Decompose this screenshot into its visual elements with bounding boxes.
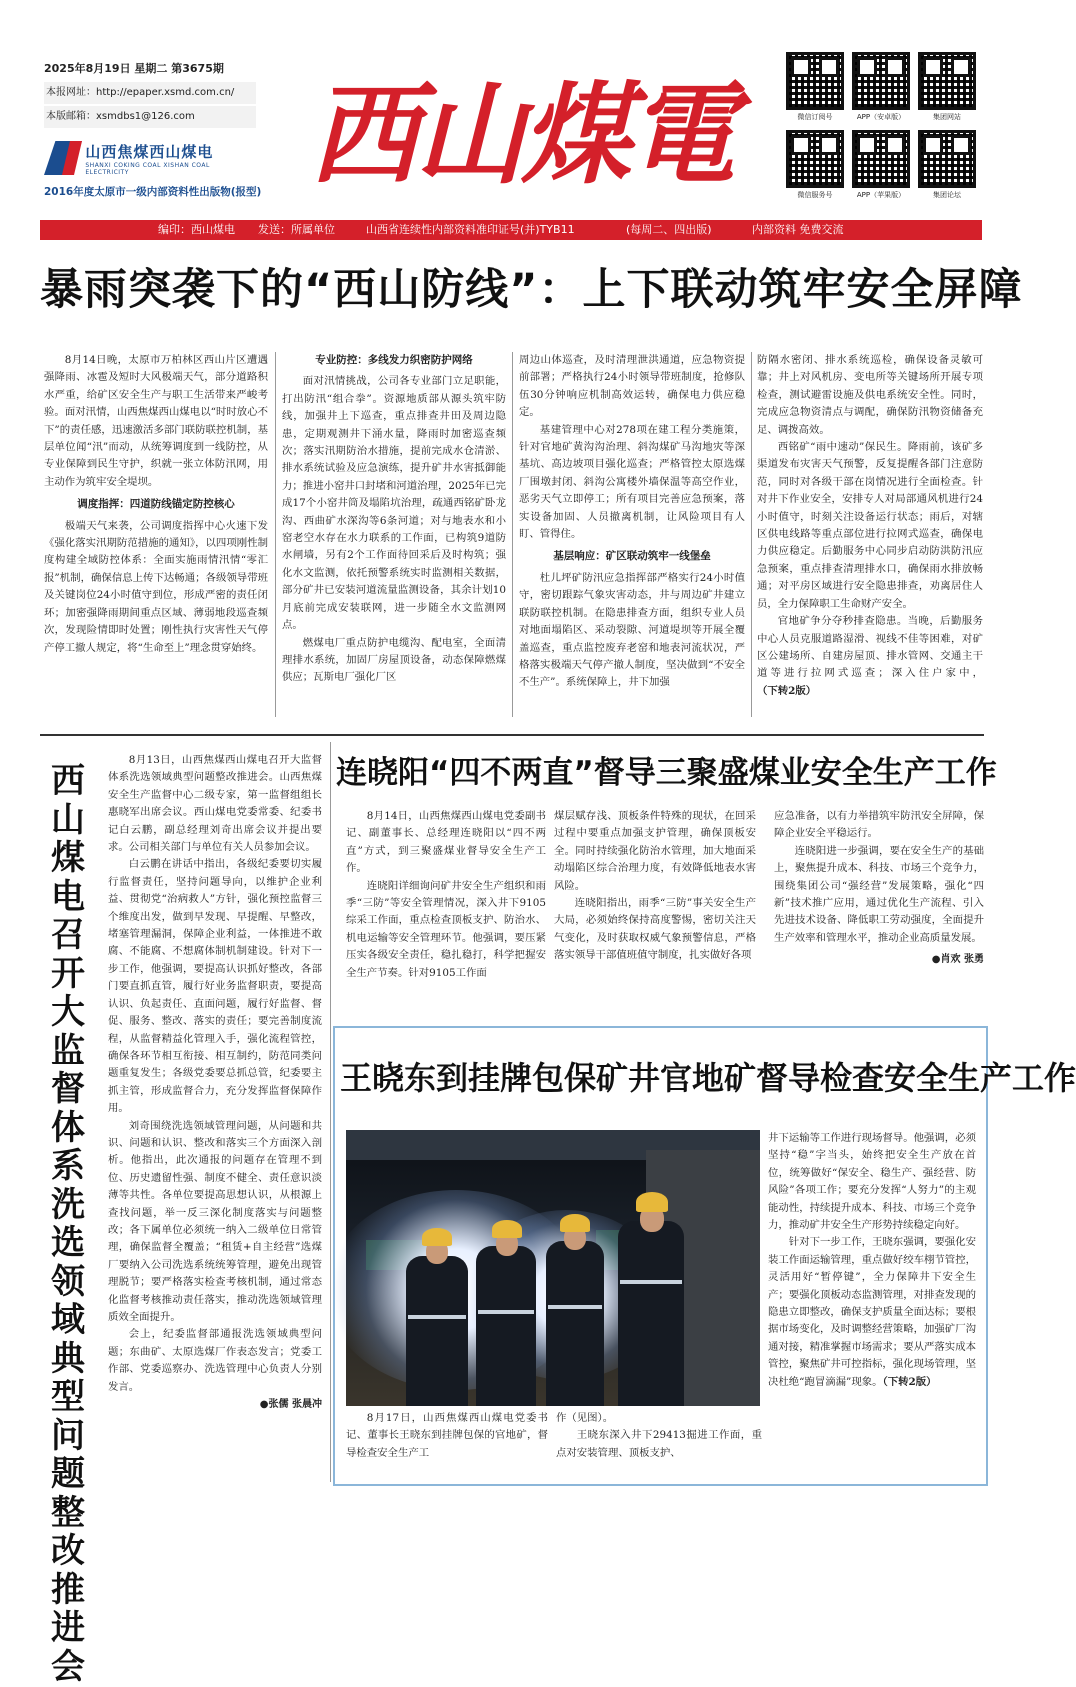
column-divider xyxy=(330,742,331,1482)
paragraph: 连晓阳指出，雨季“三防”事关安全生产大局，必须始终保持高度警惕，密切关注天气变化，及时获取权威气象预警信息，严格落实领导干部值班值守制度，扎实做好各项 xyxy=(554,897,756,962)
article1-column-2 xyxy=(282,352,506,720)
header-info xyxy=(44,58,256,128)
qr-code-icon xyxy=(852,130,910,188)
website-line[interactable]: 本报网址：http://epaper.xsmd.com.cn/ xyxy=(44,82,256,104)
byline: ●肖欢 张勇 xyxy=(931,954,984,966)
article4-title: 王晓东到挂牌包保矿井官地矿督导检查安全生产工作 xyxy=(340,1059,1076,1097)
qr-app-android[interactable]: APP（安卓版） xyxy=(846,52,916,122)
paragraph: 基建管理中心对278项在建工程分类施策，针对官地矿黄沟沟治理、斜沟煤矿马沟地灾等深基坑、高边坡项目强化巡查；严格管控太原选煤厂围墩封闭、斜沟公寓楼外墙保温等高空作业，恶劣天气立即停工；所有项目完善应急预案，落实设备加固、人员撤离机制，让风险项目有人盯、管得住。 xyxy=(519,423,745,541)
logo-name: 山西焦煤西山煤电 xyxy=(85,142,214,161)
article3-title: 连晓阳“四不两直”督导三聚盛煤业安全生产工作 xyxy=(336,755,997,791)
article3-column-3 xyxy=(774,808,984,1014)
publication-permit: 2016年度太原市一级内部资料性出版物(报型) xyxy=(44,186,262,198)
paragraph: 8月14日晚，太原市万柏林区西山片区遭遇强降雨、冰雹及短时大风极端天气，部分道路积水严重，给矿区安全生产与职工生活带来严峻考验。面对汛情，山西焦煤西山煤电以“时时放心不下”的责任感，迅速激活多部门联防联控机制，基层单位闻“汛”而动，从统筹调度到一线防控，从专业保障到民生守护，织就一张立体防汛网，用主动作为筑牢安全堤坝。 xyxy=(44,354,268,488)
article2-body xyxy=(108,752,322,1482)
newspaper-masthead: 西山煤電 xyxy=(309,70,733,199)
article1-column-3 xyxy=(519,352,745,720)
article1-headline: 暴雨突袭下的“西山防线”：上下联动筑牢安全屏障 xyxy=(40,265,1023,315)
article2-vertical-title: 西山煤电召开大监督体系洗选领域典型问题整改推进会 xyxy=(51,761,85,1687)
paragraph: 面对汛情挑战，公司各专业部门立足职能，打出防汛“组合拳”。资源地质部从源头筑牢防线，加强井上下巡查，重点排查井田及周边隐患，定期观测井下涌水量，降雨时加密巡查频次；落实汛期防治水措施，提前完成水仓清淤、排水系统试验及应急演练，提升矿井水害抵御能力；推进小窑井口封堵和河道治理，2025年已完成17个小窑井筒及塌陷坑治理，疏通西铭矿卧龙沟、西曲矿水深沟等6条河道；对与地表水和小窑老空水存在水力联系的工作面，已构筑9道防水闸墙，另有2个工作面待回采后及时构筑；强化水文监测，依托预警系统实时监测相关数据，部分矿井已安装河道流量监测设备，其余计划10月底前完成安装联网，进一步随全水文监测网点。 xyxy=(282,375,506,632)
qr-wechat-subscription[interactable]: 微信订阅号 xyxy=(780,52,850,122)
article1-column-4 xyxy=(757,352,983,720)
paragraph: 周边山体巡查，及时清理泄洪通道，应急物资提前部署；严格执行24小时领导带班制度，抢修队伍30分钟响应机制高效运转，确保电力供应稳定。 xyxy=(519,354,745,419)
paragraph: 应急准备，以有力举措筑牢防汛安全屏障，保障企业安全平稳运行。 xyxy=(774,810,984,840)
paragraph: 井下运输等工作进行现场督导。他强调，必须坚持“稳”字当头，始终把安全生产放在首位，统筹做好“保安全、稳生产、强经营、防风险”各项工作；要充分发挥“人努力”的主观能动性，持续提升成本、科技、市场三个竞争力，推动矿井安全生产形势持续稳定向好。 xyxy=(768,1132,976,1232)
company-logo xyxy=(44,140,244,176)
article1-column-1 xyxy=(44,352,268,720)
continued-note[interactable]: （下转2版） xyxy=(882,1375,937,1388)
qr-code-icon xyxy=(918,130,976,188)
paragraph: 连晓阳详细询问矿井安全生产组织和雨季“三防”等安全管理情况，深入井下9105综采工作面，重点检查顶板支护、防治水、机电运输等安全管理环节。他强调，要压紧压实各级安全责任，稳扎稳打，科学把握安全生产节奏。针对9105工作面 xyxy=(346,879,546,979)
logo-mark-icon xyxy=(44,141,79,175)
paragraph: 作（见图）。 xyxy=(556,1412,614,1424)
distribution-label: 发送：所属单位 xyxy=(258,223,335,236)
section-subhead: 专业防控：多线发力织密防护网络 xyxy=(315,354,473,366)
publication-info-bar xyxy=(40,220,982,240)
paragraph: 杜儿坪矿防汛应急指挥部严格实行24小时值守，密切跟踪气象灾害动态，井与周边矿井建立联防联控机制。在隐患排查方面，组织专业人员对地面塌陷区、采动裂隙、河道堤坝等开展全覆盖巡查，重点监控废弃老窑和地表河流状况，严格落实极端天气停产撤人制度，坚决做到“不安全不生产”。系统保障上，井下加强 xyxy=(519,571,745,689)
article4-column-right xyxy=(768,1130,976,1480)
qr-code-icon xyxy=(786,130,844,188)
article3-column-1 xyxy=(346,808,546,1014)
byline: ●张儒 张晨冲 xyxy=(259,1399,322,1411)
qr-group-forum[interactable]: 集团论坛 xyxy=(912,130,982,200)
article4-column-2 xyxy=(556,1410,762,1480)
column-divider xyxy=(275,352,276,717)
inspection-photo xyxy=(346,1130,760,1406)
qr-group-website[interactable]: 集团网站 xyxy=(912,52,982,122)
license-label: 山西省连续性内部资料准印证号(并)TYB11 xyxy=(366,223,575,236)
qr-app-ios[interactable]: APP（苹果版） xyxy=(846,130,916,200)
paragraph: 官地矿争分夺秒排查隐患。当晚，后勤服务中心人员克服道路湿滑、视线不佳等困难，对矿区公建场所、自建房屋顶、排水管网、交通主干道等进行拉网式巡查；深入住户家中，（下转2版） xyxy=(757,615,983,697)
article4-caption xyxy=(346,1410,548,1480)
paragraph: 极端天气来袭，公司调度指挥中心火速下发《强化落实汛期防范措施的通知》，以四项刚性制度构建全域防控体系：全面实施雨情汛情“零汇报”机制，确保信息上传下达畅通；各级领导带班及关键岗位24小时值守到位，形成严密的责任闭环；加密强降雨期间重点区域、薄弱地段巡查频次，发现险情即时处置；刚性执行灾害性天气停产停工撤人规定，将“生命至上”理念贯穿始终。 xyxy=(44,519,268,654)
paragraph: 8月14日，山西焦煤西山煤电党委副书记、副董事长、总经理连晓阳以“四不两直”方式，到三聚盛煤业督导安全生产工作。 xyxy=(346,810,546,875)
section-subhead: 基层响应：矿区联动筑牢一线堡垒 xyxy=(553,550,711,563)
paragraph: 连晓阳进一步强调，要在安全生产的基础上，聚焦提升成本、科技、市场三个竞争力，围绕集团公司“强经营”发展策略，强化“四新”技术推广应用，通过优化生产流程、引入先进技术设备、降低职工劳动强度，全面提升生产效率和管理水平，推动企业高质量发展。 xyxy=(774,844,984,944)
paragraph: 刘奇围绕洗选领域管理问题，从问题和共识、问题和认识、整改和落实三个方面深入剖析。他指出，此次通报的问题存在管理不到位、历史遗留性强、制度不健全、责任意识淡薄等共性。各单位要提高思想认识，从根源上查找问题，举一反三深化制度落实与问题整改；各下属单位必须统一纳入二级单位日常管理，确保监督全覆盖；“租赁+自主经营”选煤厂要纳入公司洗选系统统筹管理，避免出现管理脱节；要严格落实检查考核机制，通过常态化监督考核推动责任落实，推动洗选领域管理质效全面提升。 xyxy=(108,1119,322,1323)
paragraph: 防隔水密闭、排水系统巡检，确保设备灵敏可靠；井上对风机房、变电所等关键场所开展专项检查，测试避雷设施及供电系统安全性。同时，完成应急物资清点与调配，确保防汛物资储备充足、调拨高效。 xyxy=(757,354,983,436)
logo-english-name: SHANXI COKING COAL XISHAN COAL ELECTRICITY xyxy=(85,161,210,176)
column-divider xyxy=(751,352,752,717)
paragraph: 白云鹏在讲话中指出，各级纪委要切实履行监督责任，坚持问题导向，以维护企业利益、贯彻党“治病救人”方针，强化预控监督三个维度出发，做到早发现、早提醒、早整改，堵塞管理漏洞，保障企业利益，一体推进不敢腐、不能腐、不想腐体制机制建设。针对下一步工作，他强调，要提高认识抓好整改，各部门要直抓直管，履行好业务监督职责，要提高认识、负起责任、直面问题，履行好监督、督促、服务、整改、落实的责任；要完善制度流程，从监督精益化管理入手，强化流程管控，确保各环节相互衔接、相互制约，防范同类问题重复发生；各级党委要总抓总管，纪委要主抓主管，形成监督合力，充分发挥监督保障作用。 xyxy=(108,858,322,1115)
qr-code-icon xyxy=(918,52,976,110)
schedule-label: (每周二、四出版) xyxy=(626,223,712,236)
paragraph: 针对下一步工作，王晓东强调，要强化安装工作面运输管理，重点做好绞车栩节管控，灵活用好“暂停键”，全力保障井下安全生产；要强化顶板动态监测管理，对排查发现的隐患立即整改，确保支护质量全面达标；要根据市场变化，及时调整经营策略，加强矿厂沟通对接，精准掌握市场需求；要从严落实成本管控，聚焦矿井可控指标，强化现场管理，坚决杜绝“跑冒滴漏”现象。（下转2版） xyxy=(768,1236,976,1388)
qr-code-icon xyxy=(852,52,910,110)
article3-column-2 xyxy=(554,808,756,1014)
qr-code-icon xyxy=(786,52,844,110)
qr-wechat-service[interactable]: 微信服务号 xyxy=(780,130,850,200)
section-divider xyxy=(40,734,984,736)
paragraph: 西铭矿“雨中速动”保民生。降雨前，该矿多渠道发布灾害天气预警，反复提醒各部门注意防范，同时对各级干部在岗情况进行全面检查。针对井下作业安全，安排专人对局部通风机进行24小时值守，时刻关注设备运行状态；雨后，对辖区供电线路等重点部位进行拉网式巡查，确保电力供应稳定。后勤服务中心同步启动防洪防汛应急预案，重点排查清理排水口，确保雨水排放畅通；对平房区域进行安全隐患排查，劝离居住人员，全力保障职工生命财产安全。 xyxy=(757,441,983,610)
paragraph: 煤层赋存浅、顶板条件特殊的现状，在回采过程中要重点加强支护管理，确保顶板安全。同时持续强化防治水管理，加大地面采动塌陷区综合治理力度，有效降低地表水害风险。 xyxy=(554,810,756,892)
section-subhead: 调度指挥：四道防线锚定防控核心 xyxy=(77,498,235,511)
issue-date-line: 2025年8月19日 星期二 第3675期 xyxy=(44,62,224,75)
email-line[interactable]: 本版邮箱：xsmdbs1@126.com xyxy=(44,106,256,128)
paragraph: 会上，纪委监督部通报洗选领域典型问题；东曲矿、太原选煤厂作表态发言；党委工作部、党委巡察办、洗选管理中心负责人分别发言。 xyxy=(108,1328,322,1393)
paragraph: 8月13日，山西焦煤西山煤电召开大监督体系洗选领域典型问题整改推进会。山西焦煤安全生产监督中心二级专家，第一监督组组长惠晓军出席会议。西山煤电党委常委、纪委书记白云鹏，副总经理刘奇出席会议并提出要求。公司相关部门与单位有关人员参加会议。 xyxy=(108,754,322,854)
paragraph: 王晓东深入井下29413掘进工作面，重点对安装管理、顶板支护、 xyxy=(556,1429,762,1459)
paragraph: 燃煤电厂重点防护电缆沟、配电室，全面清理排水系统，加固厂房屋顶设备，动态保障燃煤供应；瓦斯电厂强化厂区 xyxy=(282,636,506,684)
column-divider xyxy=(512,352,513,717)
circulation-note: 内部资料 免费交流 xyxy=(752,223,844,236)
continued-note[interactable]: （下转2版） xyxy=(757,684,817,697)
publisher-label: 编印：西山煤电 xyxy=(158,223,235,236)
paragraph: 8月17日，山西焦煤西山煤电党委书记、董事长王晓东到挂牌包保的官地矿，督导检查安全生产工 xyxy=(346,1412,548,1459)
